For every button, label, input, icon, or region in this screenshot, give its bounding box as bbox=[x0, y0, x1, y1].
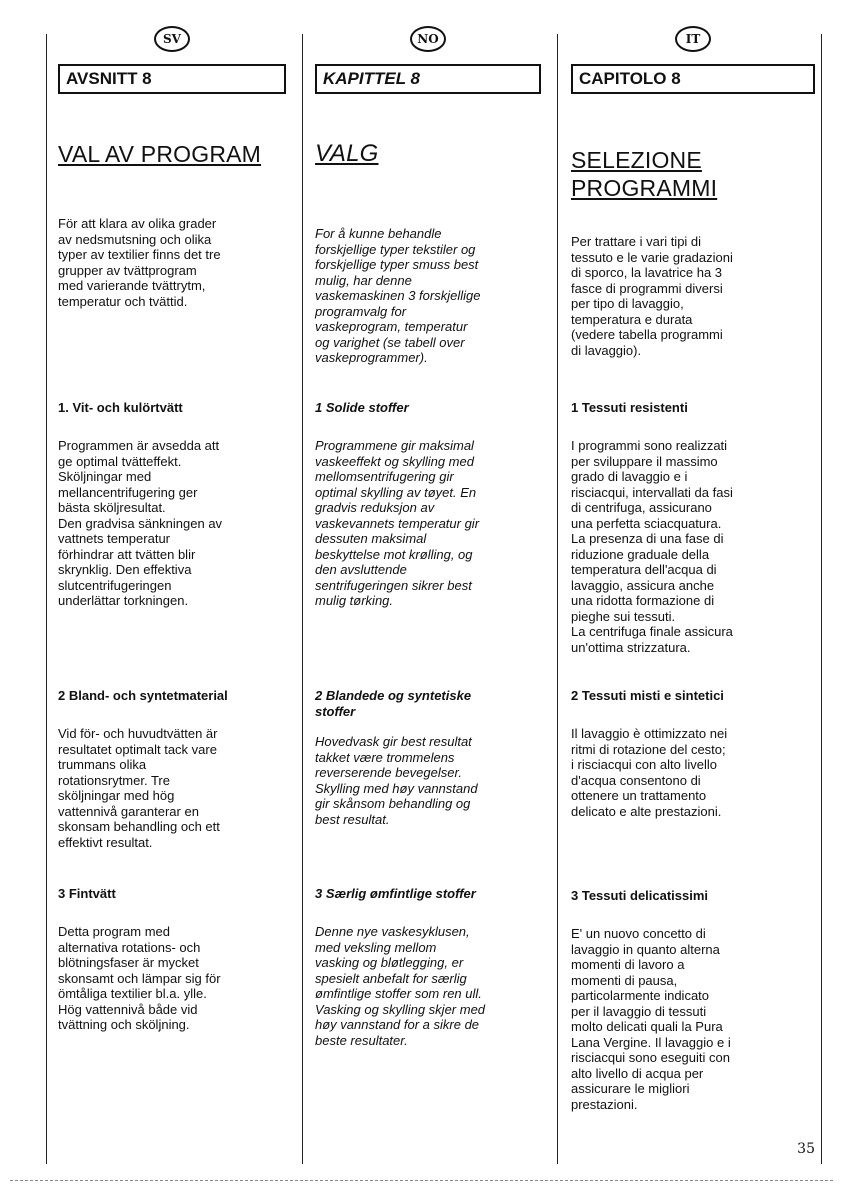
program-text: Denne nye vaskesyklusen, med veksling mellom vasking og bløtlegging, er spesielt anbefalt for særlig ømfintlige stoffer som ren ull. Vasking og skylling skjer med høy vannstand for a sikre de beste resultater. bbox=[315, 924, 486, 1048]
program-title: 3 Fintvätt bbox=[58, 886, 116, 901]
column-divider bbox=[821, 34, 822, 1164]
bottom-rule bbox=[10, 1180, 833, 1181]
program-text: Programmene gir maksimal vaskeeffekt og skylling med mellomsentrifugering gir optimal skylling av tøyet. En gradvis reduksjon av vaskevannets temperatur gir dessuten maksimal beskyttelse mot krølling, og den avsluttende sentrifugeringen sikrer best mulig tørking. bbox=[315, 438, 480, 608]
chapter-title: CAPITOLO 8 bbox=[571, 64, 815, 94]
program-section-3 bbox=[571, 888, 815, 1112]
program-text: Il lavaggio è ottimizzato nei ritmi di rotazione del cesto; i risciacqui con alto livello d'acqua consentono di ottenere un trattamento delicato e alte prestazioni. bbox=[571, 726, 728, 819]
program-section-1 bbox=[571, 400, 815, 655]
program-text: Vid för- och huvudtvätten är resultatet optimalt tack vare trummans olika rotationsrytmer. Tre sköljningar med hög vattennivå garanterar en skonsam behandling och ett effektivt resultat. bbox=[58, 726, 220, 850]
program-section-2 bbox=[571, 688, 815, 819]
column-divider bbox=[557, 34, 558, 1164]
program-title: 3 Tessuti delicatissimi bbox=[571, 888, 709, 903]
section-heading: SELEZIONE PROGRAMMI bbox=[571, 147, 718, 201]
program-title: 1 Tessuti resistenti bbox=[571, 400, 688, 415]
program-text: I programmi sono realizzati per sviluppare il massimo grado di lavaggio e i risciacqui, intervallati da fasi di centrifuga, assicurano una perfetta sciacquatura. La presenza di una fase di riduzione graduale della temperatura dell'acqua di lavaggio, assicura anche una ridotta formazione di pieghe sui tessuti. La centrifuga finale assicura un'ottima strizzatura. bbox=[571, 438, 733, 655]
program-text: E' un nuovo concetto di lavaggio in quanto alterna momenti di lavoro a momenti di pausa, particolarmente indicato per il lavaggio di tessuti molto delicati quali la Pura Lana Vergine. Il lavaggio e i risciacqui sono eseguiti con alto livello di acqua per assicurare le migliori prestazioni. bbox=[571, 926, 731, 1112]
program-section-2 bbox=[315, 688, 541, 827]
chapter-title: AVSNITT 8 bbox=[58, 64, 286, 94]
intro-paragraph: For å kunne behandle forskjellige typer tekstiler og forskjellige typer smuss best mulig, har denne vaskemaskinen 3 forskjellige programvalg for vaskeprogram, temperatur og varighet (se tabell over vaskeprogrammer). bbox=[315, 226, 481, 365]
language-badge-it: IT bbox=[675, 26, 711, 52]
program-title: 1. Vit- och kulörtvätt bbox=[58, 400, 183, 415]
program-section-1 bbox=[58, 400, 286, 609]
chapter-title: KAPITTEL 8 bbox=[315, 64, 541, 94]
section-heading: VAL AV PROGRAM bbox=[58, 141, 262, 167]
page-number: 35 bbox=[797, 1141, 815, 1157]
intro-paragraph: För att klara av olika grader av nedsmutsning och olika typer av textilier finns det tre grupper av tvättprogram med varierande tvättrytm, temperatur och tvättid. bbox=[58, 216, 221, 309]
program-section-1 bbox=[315, 400, 541, 609]
program-text: Programmen är avsedda att ge optimal tvätteffekt. Sköljningar med mellancentrifugering ger bästa sköljresultat. Den gradvisa sänkningen av vattnets temperatur förhindrar att tvätten blir skrynklig. Den effektiva slutcentrifugeringen underlättar torkningen. bbox=[58, 438, 223, 608]
program-title: 2 Bland- och syntetmaterial bbox=[58, 688, 228, 703]
intro-paragraph: Per trattare i vari tipi di tessuto e le varie gradazioni di sporco, la lavatrice ha 3 fasce di programmi diversi per tipo di lavaggio, temperatura e durata (vedere tabella programmi di lavaggio). bbox=[571, 234, 733, 358]
language-badge-no: NO bbox=[410, 26, 446, 52]
program-title: 1 Solide stoffer bbox=[315, 400, 409, 415]
language-badge-sv: SV bbox=[154, 26, 190, 52]
section-heading: VALG bbox=[315, 140, 379, 167]
program-section-3 bbox=[315, 886, 541, 1048]
program-section-2 bbox=[58, 688, 286, 850]
program-text: Detta program med alternativa rotations- och blötningsfaser är mycket skonsamt och lämpar sig för ömtåliga textilier bl.a. ylle. Hög vattennivå både vid tvättning och sköljning. bbox=[58, 924, 221, 1032]
column-swedish bbox=[58, 26, 286, 1032]
program-title: 2 Tessuti misti e sintetici bbox=[571, 688, 724, 703]
column-norwegian bbox=[315, 26, 541, 1048]
program-title: 2 Blandede og syntetiske stoffer bbox=[315, 688, 472, 719]
program-section-3 bbox=[58, 886, 286, 1033]
column-divider bbox=[46, 34, 47, 1164]
column-italian bbox=[571, 26, 815, 1112]
program-text: Hovedvask gir best resultat takket være trommelens reverserende bevegelser. Skylling med høy vannstand gir skånsom behandling og best resultat. bbox=[315, 734, 478, 827]
column-divider bbox=[302, 34, 303, 1164]
program-title: 3 Særlig ømfintlige stoffer bbox=[315, 886, 476, 901]
